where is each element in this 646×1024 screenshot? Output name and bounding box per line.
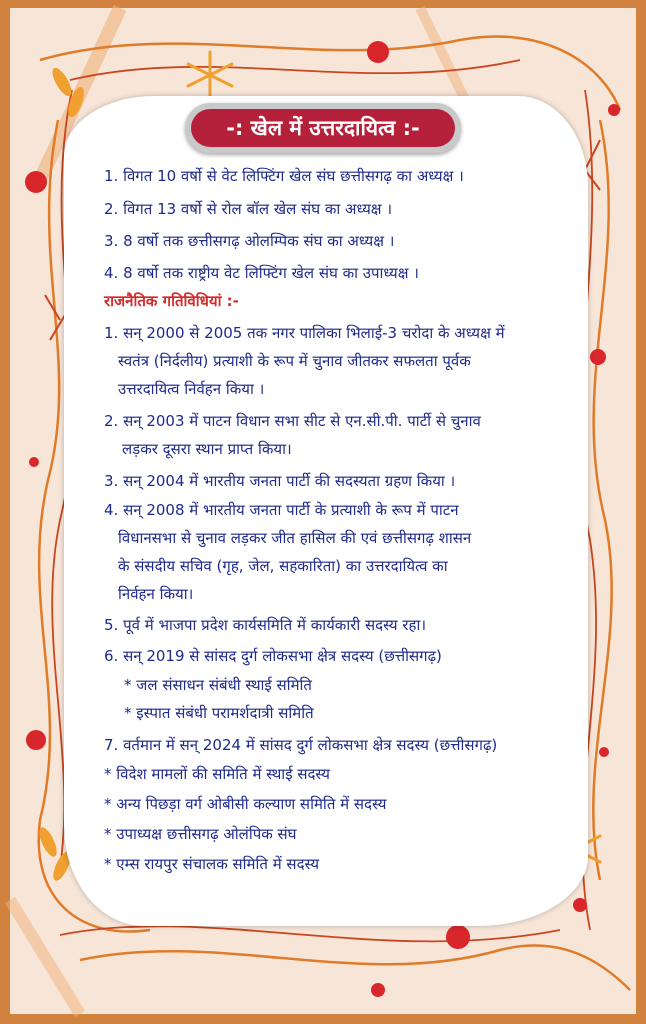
list-item: * उपाध्यक्ष छत्तीसगढ़ ओलंपिक संघ [104,825,297,843]
list-item: * विदेश मामलों की समिति में स्थाई सदस्य [104,765,330,783]
list-item: 4. सन् 2008 में भारतीय जनता पार्टी के प्रत्याशी के रूप में पाटन [104,501,459,519]
section-heading: राजनैतिक गतिविधियां :- [104,292,239,310]
list-item: * अन्य पिछड़ा वर्ग ओबीसी कल्याण समिति में सदस्य [104,795,387,813]
list-item: 4. 8 वर्षो तक राष्ट्रीय वेट लिफ्टिंग खेल संघ का उपाध्यक्ष । [104,264,419,282]
list-item: निर्वहन किया। [118,585,194,603]
list-item: * जल संसाधन संबंधी स्थाई समिति [124,676,312,694]
list-item: * इस्पात संबंधी परामर्शदात्री समिति [124,704,314,722]
list-item: उत्तरदायित्व निर्वहन किया । [118,380,265,398]
list-item: 5. पूर्व में भाजपा प्रदेश कार्यसमिति में कार्यकारी सदस्य रहा। [104,616,427,634]
list-item: 3. 8 वर्षो तक छत्तीसगढ़ ओलम्पिक संघ का अध्यक्ष । [104,232,395,250]
list-item: 6. सन् 2019 से सांसद दुर्ग लोकसभा क्षेत्र सदस्य (छत्तीसगढ़) [104,647,442,665]
list-item: 2. सन् 2003 में पाटन विधान सभा सीट से एन.सी.पी. पार्टी से चुनाव [104,412,481,430]
list-item: 7. वर्तमान में सन् 2024 में सांसद दुर्ग लोकसभा क्षेत्र सदस्य (छत्तीसगढ़) [104,736,498,754]
list-item: 3. सन् 2004 में भारतीय जनता पार्टी की सदस्यता ग्रहण किया । [104,472,456,490]
list-item: 1. सन् 2000 से 2005 तक नगर पालिका भिलाई-3 चरोदा के अध्यक्ष में [104,324,505,342]
list-item: 1. विगत 10 वर्षो से वेट लिफ्टिंग खेल संघ छत्तीसगढ़ का अध्यक्ष । [104,167,464,185]
list-item: लड़कर दूसरा स्थान प्राप्त किया। [122,440,292,458]
list-item: स्वतंत्र (निर्दलीय) प्रत्याशी के रूप में चुनाव जीतकर सफलता पूर्वक [118,352,471,370]
list-item: 2. विगत 13 वर्षो से रोल बॉल खेल संघ का अध्यक्ष । [104,200,393,218]
title-badge [185,103,461,153]
page-title: -: खेल में उत्तरदायित्व :- [191,109,455,147]
list-item: * एम्स रायपुर संचालक समिति में सदस्य [104,855,320,873]
list-item: विधानसभा से चुनाव लड़कर जीत हासिल की एवं छत्तीसगढ़ शासन [118,529,472,547]
list-item: के संसदीय सचिव (गृह, जेल, सहकारिता) का उत्तरदायित्व का [118,557,448,575]
